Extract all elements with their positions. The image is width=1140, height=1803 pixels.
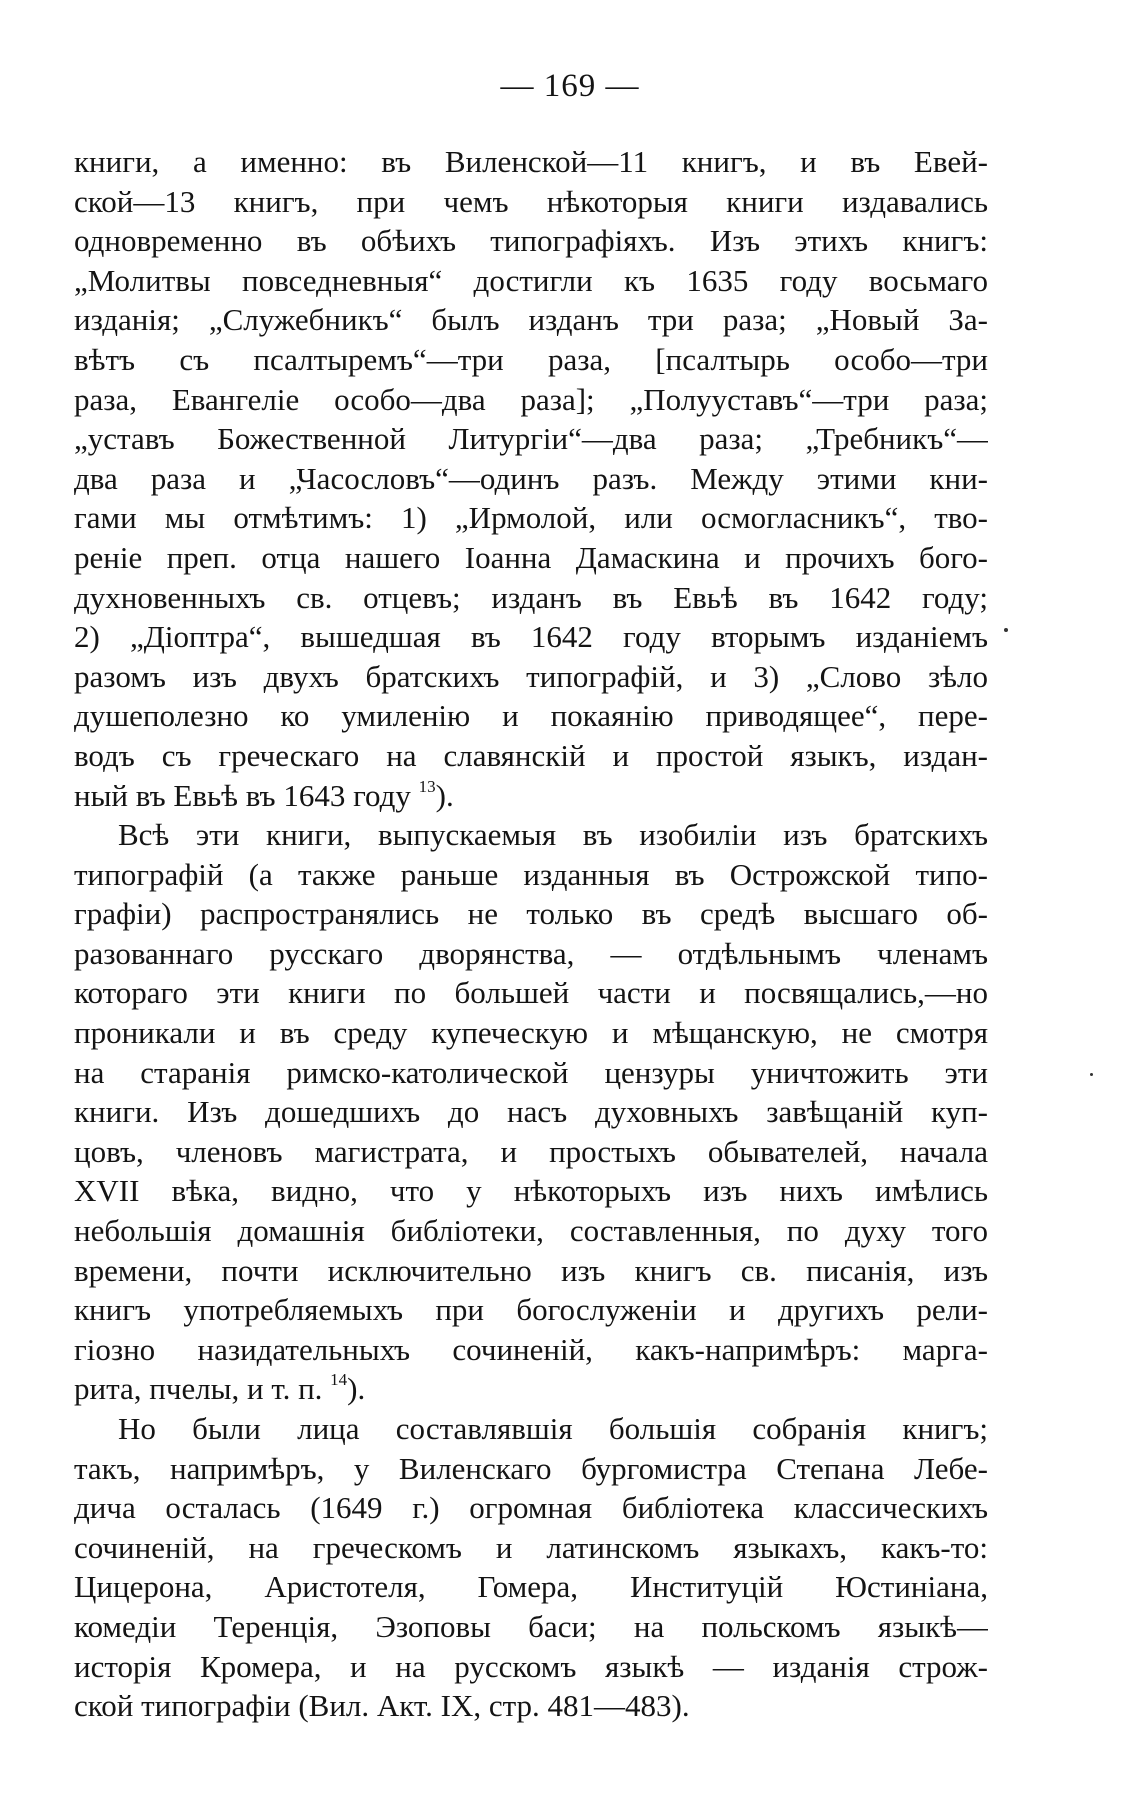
- text-line: небольшія домашнія библіотеки, составленныя, по духу того: [74, 1213, 988, 1249]
- text-line: 2) „Діоптра“, вышедшая въ 1642 году вторымъ изданіемъ: [74, 619, 988, 655]
- text-line: разованнаго русскаго дворянства, — отдѣльнымъ членамъ: [74, 935, 988, 971]
- text-line: котораго эти книги по большей части и посвящались,—но: [74, 975, 988, 1011]
- text-fragment: ).: [435, 777, 454, 813]
- text-line-last: [74, 776, 988, 816]
- text-line: душеполезно ко умиленію и покаянію приводящее“, пере-: [74, 698, 988, 734]
- paragraph-2: [74, 815, 988, 1409]
- text-line: Но были лица составлявшія большія собранія книгъ;: [118, 1411, 988, 1446]
- text-line: два раза и „Часословъ“—одинъ разъ. Между этими кни-: [74, 460, 988, 496]
- text-line: исторія Кромера, и на русскомъ языкѣ — изданія строж-: [74, 1648, 988, 1684]
- text-line: дича осталась (1649 г.) огромная библіотека классическихъ: [74, 1490, 988, 1526]
- text-line: Всѣ эти книги, выпускаемыя въ изобиліи изъ братскихъ: [118, 817, 988, 853]
- text-line: гами мы отмѣтимъ: 1) „Ирмолой, или осмогласникъ“, тво-: [74, 500, 988, 536]
- text-line: водъ съ греческаго на славянскій и простой языкъ, издан-: [74, 737, 988, 773]
- text-line: книги. Изъ дошедшихъ до насъ духовныхъ завѣщаній куп-: [74, 1094, 988, 1130]
- text-line-last: [74, 1369, 988, 1409]
- print-speck: [1004, 628, 1008, 632]
- footnote-ref-13: 13: [418, 776, 436, 796]
- text-line: проникали и въ среду купеческую и мѣщанскую, не смотря: [74, 1015, 988, 1051]
- text-line: духновенныхъ св. отцевъ; изданъ въ Евьѣ въ 1642 году;: [74, 579, 988, 615]
- text-line: графіи) распространялись не только въ средѣ высшаго об-: [74, 896, 988, 932]
- text-line: комедіи Теренція, Эзоповы баси; на польскомъ языкѣ—: [74, 1608, 988, 1644]
- text-line: книгъ употребляемыхъ при богослуженіи и другихъ рели-: [74, 1292, 988, 1328]
- text-fragment: ).: [347, 1371, 366, 1407]
- text-line: книги, а именно: въ Виленской—11 книгъ, и въ Евей-: [74, 144, 988, 179]
- text-line: XVII вѣка, видно, что у нѣкоторыхъ изъ нихъ имѣлись: [74, 1173, 988, 1209]
- text-line: одновременно въ обѣихъ типографіяхъ. Изъ этихъ книгъ:: [74, 223, 988, 259]
- text-line: изданія; „Служебникъ“ былъ изданъ три раза; „Новый За-: [74, 302, 988, 338]
- body-text: [74, 142, 988, 1726]
- paragraph-1: [74, 142, 988, 815]
- footnote-ref-14: 14: [330, 1370, 348, 1390]
- text-line: типографій (а также раньше изданныя въ Острожской типо-: [74, 856, 988, 892]
- page-number: — 169 —: [500, 68, 640, 104]
- text-line: вѣтъ съ псалтыремъ“—три раза, [псалтырь особо—три: [74, 341, 988, 377]
- text-line: реніе преп. отца нашего Іоанна Дамаскина и прочихъ бого-: [74, 539, 988, 575]
- text-line: такъ, напримѣръ, у Виленскаго бургомистра Степана Лебе-: [74, 1450, 988, 1486]
- text-line: цовъ, членовъ магистрата, и простыхъ обывателей, начала: [74, 1133, 988, 1169]
- text-fragment: рита, пчелы, и т. п.: [74, 1371, 323, 1407]
- text-line: ской—13 книгъ, при чемъ нѣкоторыя книги издавались: [74, 183, 988, 219]
- text-fragment: ный въ Евьѣ въ 1643 году: [74, 777, 411, 813]
- text-line: на старанія римско-католической цензуры уничтожить эти: [74, 1054, 988, 1090]
- print-speck: [1090, 1073, 1093, 1076]
- text-line: разомъ изъ двухъ братскихъ типографій, и 3) „Слово зѣло: [74, 658, 988, 694]
- paragraph-3: [74, 1409, 988, 1726]
- text-line: гіозно назидательныхъ сочиненій, какъ-напримѣръ: марга-: [74, 1331, 988, 1367]
- text-line-last: ской типографіи (Вил. Акт. IX, стр. 481—483).: [74, 1688, 690, 1724]
- text-line: „уставъ Божественной Литургіи“—два раза; „Требникъ“—: [74, 421, 988, 457]
- text-line: раза, Евангеліе особо—два раза]; „Полууставъ“—три раза;: [74, 381, 988, 417]
- text-line: времени, почти исключительно изъ книгъ св. писанія, изъ: [74, 1252, 988, 1288]
- text-line: сочиненій, на греческомъ и латинскомъ языкахъ, какъ-то:: [74, 1529, 988, 1565]
- text-line: Цицерона, Аристотеля, Гомера, Институцій Юстиніана,: [74, 1569, 988, 1605]
- text-line: „Молитвы повседневныя“ достигли къ 1635 году восьмаго: [74, 262, 988, 298]
